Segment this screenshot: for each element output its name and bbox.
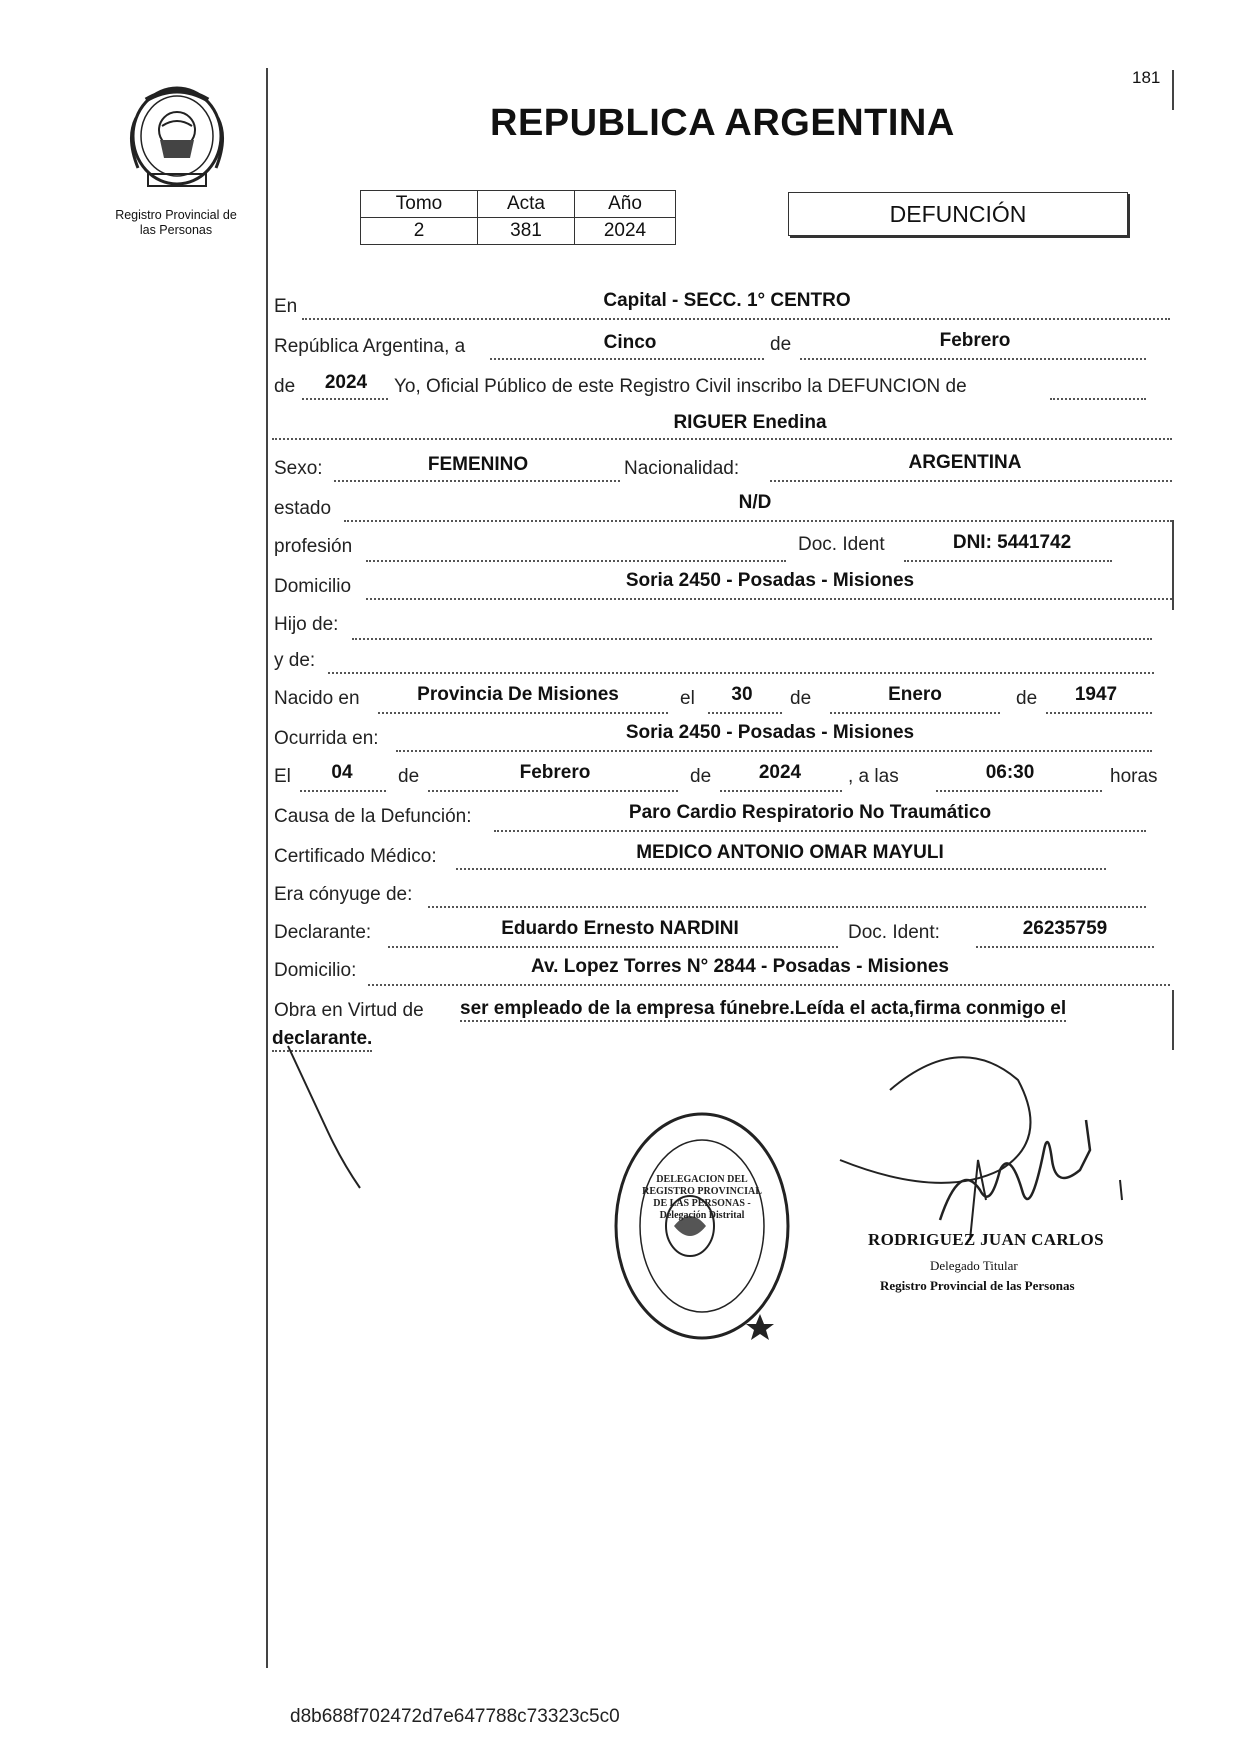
declarante-value: Eduardo Ernesto NARDINI (501, 918, 739, 939)
death-year-value: 2024 (758, 762, 802, 783)
estado-value: N/D (738, 492, 772, 513)
decl-doc-value: 26235759 (1022, 918, 1108, 939)
de-label-1: de (770, 334, 792, 355)
nacionalidad-label: Nacionalidad: (624, 458, 740, 479)
el-label: el (680, 688, 695, 709)
birth-day-dotted-line (708, 712, 782, 714)
birth-month-value: Enero (888, 684, 942, 705)
estado-label: estado (274, 498, 332, 519)
day-words-value: Cinco (603, 332, 657, 353)
cert-label: Certificado Médico: (274, 846, 437, 867)
ocurrida-dotted-line (396, 750, 1152, 752)
ocurrida-label: Ocurrida en: (274, 728, 379, 749)
nacido-lugar-value: Provincia De Misiones (417, 684, 619, 705)
right-margin-rule (1172, 70, 1174, 110)
horas-label: horas (1110, 766, 1158, 787)
acta-header-tomo: Tomo (361, 191, 478, 218)
cert-dotted-line (456, 868, 1106, 870)
signature-registry: Registro Provincial de las Personas (880, 1278, 1075, 1293)
nacido-label: Nacido en (274, 688, 360, 709)
el2-label: El (274, 766, 291, 787)
causa-label: Causa de la Defunción: (274, 806, 472, 827)
place-value: Capital - SECC. 1° CENTRO (603, 290, 851, 311)
official-seal (612, 1110, 792, 1342)
acta-year-value: 2024 (575, 218, 676, 245)
yde-label: y de: (274, 650, 316, 671)
obra-text-line1: ser empleado de la empresa fúnebre.Leída el acta,firma conmigo el (460, 998, 1066, 1022)
day-dotted-line (490, 358, 764, 360)
republic-label: República Argentina, a (274, 336, 466, 357)
nacido-dotted-line (378, 712, 668, 714)
death-time-dotted-line (936, 790, 1102, 792)
registry-caption-line2: las Personas (139, 223, 213, 237)
doc-value: DNI: 5441742 (952, 532, 1072, 553)
domicilio-value: Soria 2450 - Posadas - Misiones (625, 570, 915, 591)
death-month-dotted-line (428, 790, 678, 792)
year-dotted-line (302, 398, 388, 400)
acta-table (360, 190, 676, 245)
de-label-2: de (274, 376, 296, 397)
cert-value: MEDICO ANTONIO OMAR MAYULI (636, 842, 944, 863)
doc-label: Doc. Ident (798, 534, 885, 555)
sexo-dotted-line (334, 480, 620, 482)
death-time-value: 06:30 (985, 762, 1035, 783)
closing-slash-mark (284, 1042, 364, 1192)
doc-dotted-line (904, 560, 1112, 562)
inscribe-dotted-line (1050, 398, 1146, 400)
deceased-name-value: RIGUER Enedina (673, 412, 827, 433)
acta-number-value: 381 (478, 218, 575, 245)
obra-label: Obra en Virtud de (274, 1000, 424, 1021)
acta-header-row (361, 191, 676, 218)
seal-text: DELEGACION DEL REGISTRO PROVINCIAL DE LAS PERSONAS - Delegación Distrital (642, 1174, 762, 1221)
death-day-dotted-line (300, 790, 386, 792)
en-label: En (274, 296, 298, 317)
de-label-3: de (790, 688, 812, 709)
decl-doc-label: Doc. Ident: (848, 922, 940, 943)
page-title: REPUBLICA ARGENTINA (490, 102, 955, 144)
domicilio2-label: Domicilio: (274, 960, 357, 981)
provincial-crest-icon (118, 78, 236, 198)
acta-header-anio: Año (575, 191, 676, 218)
declarante-label: Declarante: (274, 922, 372, 943)
decl-doc-dotted-line (976, 946, 1154, 948)
birth-month-dotted-line (830, 712, 1000, 714)
profesion-dotted-line (366, 560, 786, 562)
death-year-dotted-line (720, 790, 842, 792)
registry-caption-line1: Registro Provincial de (115, 208, 237, 222)
hijo-label: Hijo de: (274, 614, 339, 635)
de-label-5: de (398, 766, 420, 787)
domicilio2-dotted-line (368, 984, 1170, 986)
declarante-dotted-line (388, 946, 838, 948)
de-label-6: de (690, 766, 712, 787)
estado-dotted-line (344, 520, 1172, 522)
name-dotted-line (272, 438, 1172, 440)
domicilio2-value: Av. Lopez Torres N° 2844 - Posadas - Misiones (531, 956, 949, 977)
signature-name: RODRIGUEZ JUAN CARLOS (868, 1230, 1104, 1249)
causa-value: Paro Cardio Respiratorio No Traumático (628, 802, 992, 823)
registry-caption (96, 208, 256, 238)
death-month-value: Febrero (519, 762, 591, 783)
birth-day-value: 30 (731, 684, 753, 705)
document-type-box: DEFUNCIÓN (788, 192, 1128, 236)
ocurrida-value: Soria 2450 - Posadas - Misiones (625, 722, 915, 743)
year-value: 2024 (324, 372, 368, 393)
month-value: Febrero (939, 330, 1011, 351)
month-dotted-line (800, 358, 1146, 360)
left-margin-rule (266, 68, 268, 1668)
death-day-value: 04 (331, 762, 353, 783)
inscribe-text: Yo, Oficial Público de este Registro Civil inscribo la DEFUNCION de (394, 376, 967, 397)
place-dotted-line (302, 318, 1170, 320)
sexo-value: FEMENINO (427, 454, 529, 475)
de-label-4: de (1016, 688, 1038, 709)
right-margin-rule (1172, 520, 1174, 610)
handwritten-signature (790, 1040, 1130, 1260)
birth-year-dotted-line (1046, 712, 1152, 714)
domicilio-label: Domicilio (274, 576, 352, 597)
alas-label: , a las (848, 766, 899, 787)
profesion-label: profesión (274, 536, 353, 557)
sexo-label: Sexo: (274, 458, 323, 479)
page-number: 181 (1132, 68, 1161, 87)
nacionalidad-value: ARGENTINA (908, 452, 1022, 473)
right-margin-rule (1172, 990, 1174, 1050)
birth-year-value: 1947 (1074, 684, 1118, 705)
nacionalidad-dotted-line (770, 480, 1172, 482)
conyuge-label: Era cónyuge de: (274, 884, 413, 905)
hijo-dotted-line (352, 638, 1152, 640)
acta-header-acta: Acta (478, 191, 575, 218)
obra-text-line2: declarante. (272, 1028, 372, 1052)
signature-role: Delegado Titular (930, 1258, 1018, 1273)
domicilio-dotted-line (366, 598, 1172, 600)
document-hash: d8b688f702472d7e647788c73323c5c0 (290, 1706, 620, 1727)
conyuge-dotted-line (428, 906, 1146, 908)
yde-dotted-line (328, 672, 1154, 674)
acta-tomo-value: 2 (361, 218, 478, 245)
causa-dotted-line (494, 830, 1146, 832)
seal-outline-icon (612, 1110, 792, 1342)
acta-value-row (361, 218, 676, 245)
